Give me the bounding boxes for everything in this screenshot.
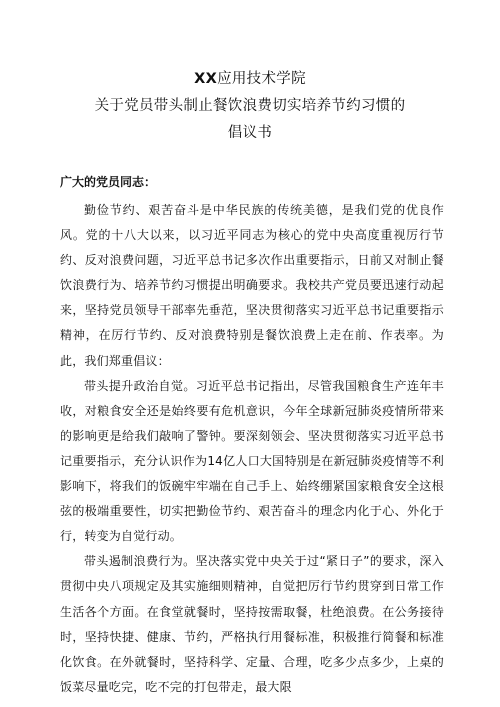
title-subject-line: 关于党员带头制止餐饮浪费切实培养节约习惯的 [94, 98, 406, 114]
document-title [0, 66, 500, 147]
paragraph-intro: 勤俭节约、艰苦奋斗是中华民族的传统美德，是我们党的优良作风。党的十八大以来，以习近平同志为核心的党中央高度重视厉行节约、反对浪费问题，习近平总书记多次作出重要指示，日前又对制止餐饮浪费行为、培养节约习惯提出明确要求。我校共产党员要迅速行动起来，坚持党员领导干部率先垂范，坚决贯彻落实习近平总书记重要指示精神，在厉行节约、反对浪费特别是餐饮浪费上走在前、作表率。为此，我们郑重倡议： [60, 203, 444, 368]
paragraph-curb-waste: 带头遏制浪费行为。坚决落实党中央关于过“紧日子”的要求，深入贯彻中央八项规定及其实施细则精神，自觉把厉行节约贯穿到日常工作生活各个方面。在食堂就餐时，坚持按需取餐，杜绝浪费。在公务接待时，坚持快捷、健康、节约，严格执行用餐标准，积极推行简餐和标准化饮食。在外就餐时，坚持科学、定量、合理，吃多少点多少，上桌的饭菜尽量吃完，吃不完的打包带走，最大限 [60, 554, 444, 694]
title-org-name: 应用技术学院 [217, 71, 306, 87]
title-doc-type-line: 倡议书 [227, 125, 273, 141]
salutation: 广大的党员同志： [60, 175, 157, 189]
title-org-prefix: XX [194, 71, 218, 87]
document-body [60, 198, 444, 700]
paragraph-political-awareness: 带头提升政治自觉。习近平总书记指出，尽管我国粮食生产连年丰收，对粮食安全还是始终要有危机意识，今年全球新冠肺炎疫情所带来的影响更是给我们敲响了警钟。要深刻领会、坚决贯彻落实习近平总书记重要指示，充分认识作为14亿人口大国特别是在新冠肺炎疫情等不利影响下，将我们的饭碗牢牢端在自己手上、始终绷紧国家粮食安全这根弦的极端重要性，切实把勤俭节约、艰苦奋斗的理念内化于心、外化于行，转变为自觉行动。 [60, 378, 444, 544]
title-org-line [0, 66, 500, 93]
